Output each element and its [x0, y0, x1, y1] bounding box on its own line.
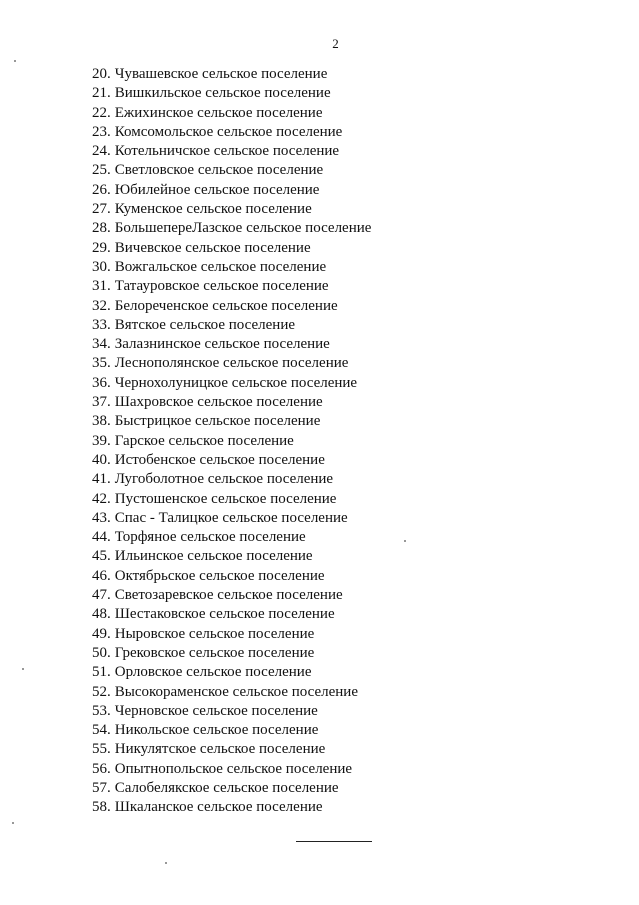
- scan-speck: [12, 822, 14, 824]
- item-text: Чувашевское сельское поселение: [114, 66, 328, 82]
- list-item: [92, 316, 371, 335]
- item-text: Светловское сельское поселение: [114, 162, 324, 179]
- item-text: Грековское сельское поселение: [114, 644, 315, 661]
- item-number: 23.: [92, 123, 111, 140]
- list-item: [92, 779, 371, 798]
- item-text: Вожгальское сельское поселение: [114, 258, 327, 275]
- list-item: [92, 104, 371, 123]
- list-item: [92, 605, 371, 624]
- item-number: 40.: [92, 451, 111, 468]
- item-text: Светозаревское сельское поселение: [114, 587, 343, 604]
- list-item: [92, 297, 371, 316]
- list-item: [92, 65, 371, 84]
- list-item: [92, 798, 371, 817]
- item-number: 33.: [92, 316, 111, 333]
- item-number: 26.: [92, 181, 111, 198]
- item-number: 55.: [92, 741, 111, 758]
- item-text: Котельничское сельское поселение: [114, 143, 340, 160]
- list-item: [92, 740, 371, 759]
- list-item: [92, 161, 371, 180]
- list-item: [92, 625, 371, 644]
- item-text: Белореченское сельское поселение: [114, 297, 338, 314]
- item-number: 38.: [92, 413, 111, 430]
- list-item: [92, 509, 371, 528]
- list-item: [92, 239, 371, 258]
- item-text: Ныровское сельское поселение: [114, 625, 315, 642]
- list-item: [92, 528, 371, 547]
- list-item: [92, 123, 371, 142]
- item-text: Комсомольское сельское поселение: [114, 123, 343, 140]
- item-number: 50.: [92, 644, 111, 661]
- item-text: Никольское сельское поселение: [114, 722, 319, 739]
- scan-speck: [22, 668, 24, 670]
- list-item: [92, 721, 371, 740]
- item-number: 30.: [92, 258, 111, 275]
- item-number: 46.: [92, 567, 111, 584]
- item-number: 31.: [92, 278, 111, 295]
- item-text: Вишкильское сельское поселение: [114, 85, 331, 102]
- item-number: 24.: [92, 143, 111, 160]
- item-number: 49.: [92, 625, 111, 642]
- item-number: 41.: [92, 471, 111, 488]
- item-number: 25.: [92, 162, 111, 179]
- item-text: Салобелякское сельское поселение: [114, 779, 339, 796]
- list-item: [92, 354, 371, 373]
- item-text: Пустошенское сельское поселение: [114, 490, 337, 507]
- item-number: 57.: [92, 779, 111, 796]
- item-number: 36.: [92, 374, 111, 391]
- item-text: Спас - Талицкое сельское поселение: [114, 509, 348, 526]
- footer-rule: [296, 841, 372, 842]
- item-number: 44.: [92, 529, 111, 546]
- item-number: 37.: [92, 394, 111, 411]
- item-text: Залазнинское сельское поселение: [114, 336, 330, 353]
- item-text: Шахровское сельское поселение: [114, 394, 323, 411]
- settlement-list: [92, 65, 371, 818]
- item-text: БольшепереЛазское сельское поселение: [114, 220, 372, 237]
- item-text: Ежихинское сельское поселение: [114, 104, 323, 121]
- item-number: 53.: [92, 702, 111, 719]
- list-item: [92, 335, 371, 354]
- list-item: [92, 432, 371, 451]
- item-number: 52.: [92, 683, 111, 700]
- list-item: [92, 393, 371, 412]
- item-text: Орловское сельское поселение: [114, 664, 312, 681]
- item-number: 54.: [92, 722, 111, 739]
- item-number: 39.: [92, 432, 111, 449]
- item-text: Ильинское сельское поселение: [114, 548, 313, 565]
- item-number: 45.: [92, 548, 111, 565]
- list-item: [92, 181, 371, 200]
- list-item: [92, 683, 371, 702]
- item-text: Опытнопольское сельское поселение: [114, 760, 353, 777]
- item-text: Октябрьское сельское поселение: [114, 567, 325, 584]
- item-text: Лугоболотное сельское поселение: [114, 471, 334, 488]
- item-number: 28.: [92, 220, 111, 237]
- item-number: 27.: [92, 201, 111, 218]
- item-number: 56.: [92, 760, 111, 777]
- item-text: Быстрицкое сельское поселение: [114, 413, 321, 430]
- item-number: 29.: [92, 239, 111, 256]
- list-item: [92, 374, 371, 393]
- item-text: Истобенское сельское поселение: [114, 451, 325, 468]
- list-item: [92, 663, 371, 682]
- list-item: [92, 451, 371, 470]
- item-number: 34.: [92, 336, 111, 353]
- list-item: [92, 258, 371, 277]
- item-text: Куменское сельское поселение: [114, 201, 312, 218]
- list-item: [92, 644, 371, 663]
- list-item: [92, 200, 371, 219]
- list-item: [92, 760, 371, 779]
- page-number: 2: [332, 36, 339, 51]
- item-text: Вичевское сельское поселение: [114, 239, 311, 256]
- list-item: [92, 547, 371, 566]
- item-text: Вятское сельское поселение: [114, 316, 296, 333]
- item-number: 43.: [92, 509, 111, 526]
- item-text: Юбилейное сельское поселение: [114, 181, 320, 198]
- list-item: [92, 412, 371, 431]
- list-item: [92, 219, 371, 238]
- item-number: 42.: [92, 490, 111, 507]
- item-text: Леснополянское сельское поселение: [114, 355, 349, 372]
- item-text: Торфяное сельское поселение: [114, 529, 306, 546]
- item-number: 51.: [92, 664, 111, 681]
- item-number: 48.: [92, 606, 111, 623]
- item-number: 22.: [92, 104, 111, 121]
- item-text: Чернохолуницкое сельское поселение: [114, 374, 358, 391]
- item-number: 32.: [92, 297, 111, 314]
- item-number: 20.: [92, 66, 111, 82]
- item-text: Татауровское сельское поселение: [114, 278, 329, 295]
- list-item: [92, 586, 371, 605]
- item-text: Высокораменское сельское поселение: [114, 683, 358, 700]
- list-item: [92, 702, 371, 721]
- item-number: 35.: [92, 355, 111, 372]
- scan-speck: [404, 540, 406, 542]
- list-item: [92, 490, 371, 509]
- scan-speck: [165, 862, 167, 864]
- item-number: 47.: [92, 587, 111, 604]
- item-number: 21.: [92, 85, 111, 102]
- list-item: [92, 142, 371, 161]
- list-item: [92, 567, 371, 586]
- item-number: 58.: [92, 799, 111, 816]
- list-item: [92, 84, 371, 103]
- item-text: Шкаланское сельское поселение: [114, 799, 323, 816]
- item-text: Никулятское сельское поселение: [114, 741, 326, 758]
- scan-speck: [14, 60, 16, 62]
- item-text: Шестаковское сельское поселение: [114, 606, 335, 623]
- item-text: Черновское сельское поселение: [114, 702, 318, 719]
- list-item: [92, 277, 371, 296]
- list-item: [92, 470, 371, 489]
- item-text: Гарское сельское поселение: [114, 432, 294, 449]
